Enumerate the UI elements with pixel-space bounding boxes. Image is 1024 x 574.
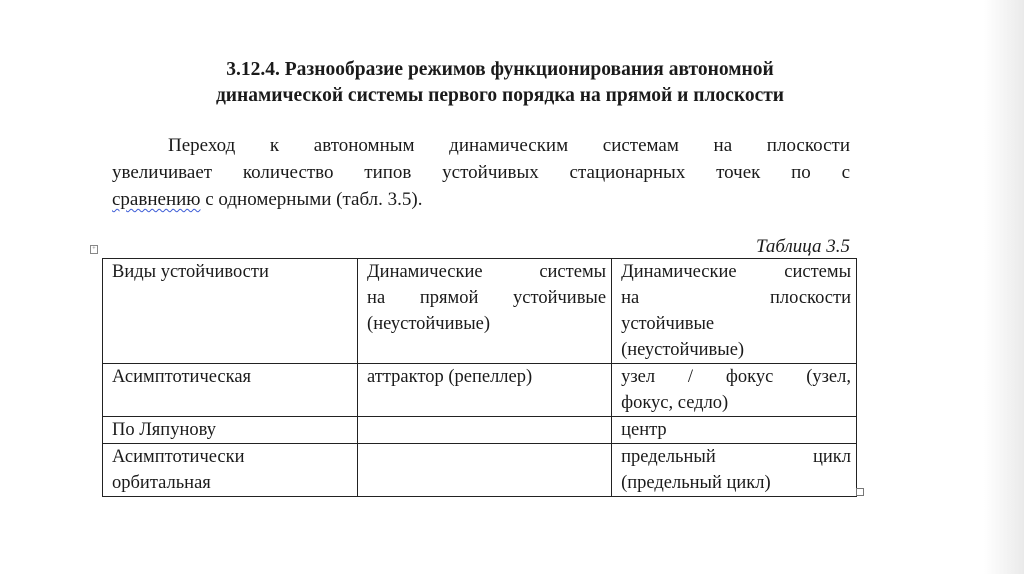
cell-text: Динамические системы <box>367 262 607 282</box>
table-row <box>103 364 857 417</box>
cell-text: узел / фокус (узел, <box>621 367 851 387</box>
table-resize-handle[interactable] <box>856 488 864 496</box>
cell-text: фокус, седло) <box>621 393 729 413</box>
section-heading-line-2: динамической системы первого порядка на прямой и плоскости <box>215 85 785 106</box>
header-cell-stability-type <box>103 259 358 364</box>
table-cell <box>612 364 857 417</box>
cell-text: устойчивые <box>621 314 715 334</box>
cell-text: орбитальная <box>112 473 211 493</box>
cell-text: Асимптотически <box>112 447 245 467</box>
table-cell <box>103 364 358 417</box>
cell-text: (предельный цикл) <box>621 473 771 493</box>
table-move-handle-icon[interactable]: + <box>90 245 98 254</box>
cell-text: центр <box>621 420 667 440</box>
table-row <box>103 444 857 497</box>
table-header-row <box>103 259 857 364</box>
table-cell <box>612 417 857 444</box>
table-cell <box>103 444 358 497</box>
cell-text <box>367 417 606 443</box>
table-cell <box>358 417 612 444</box>
table-cell <box>358 364 612 417</box>
cell-text: (неустойчивые) <box>621 340 745 360</box>
paragraph-line-3-rest: с одномерными (табл. 3.5). <box>200 189 423 210</box>
cell-text: Асимптотическая <box>112 367 252 387</box>
table-cell <box>358 444 612 497</box>
table-cell <box>612 444 857 497</box>
cell-text: аттрактор (репеллер) <box>367 367 533 387</box>
slide-edge-shadow <box>984 0 1024 574</box>
table-row <box>103 417 857 444</box>
table-cell <box>103 417 358 444</box>
cell-text: на прямой устойчивые <box>367 288 607 308</box>
spellcheck-underlined-word[interactable]: сравнению <box>112 189 201 210</box>
cell-text: По Ляпунову <box>112 420 216 440</box>
cell-text: Динамические системы <box>621 262 851 282</box>
cell-text: предельный цикл <box>621 447 851 467</box>
paragraph-line-3 <box>112 186 850 213</box>
cell-text: (неустойчивые) <box>367 314 491 334</box>
cell-text <box>367 444 606 470</box>
cell-text: Виды устойчивости <box>112 262 269 282</box>
paragraph-line-2: увеличивает количество типов устойчивых стационарных точек по с <box>112 162 850 183</box>
header-cell-plane-systems <box>612 259 857 364</box>
paragraph-line-1: Переход к автономным динамическим системам на плоскости <box>168 135 850 156</box>
cell-text: на плоскости <box>621 288 851 308</box>
header-cell-line-systems <box>358 259 612 364</box>
stability-table <box>102 258 857 497</box>
section-heading-line-1: 3.12.4. Разнообразие режимов функционирования автономной <box>226 59 774 80</box>
table-caption: Таблица 3.5 <box>756 236 850 257</box>
